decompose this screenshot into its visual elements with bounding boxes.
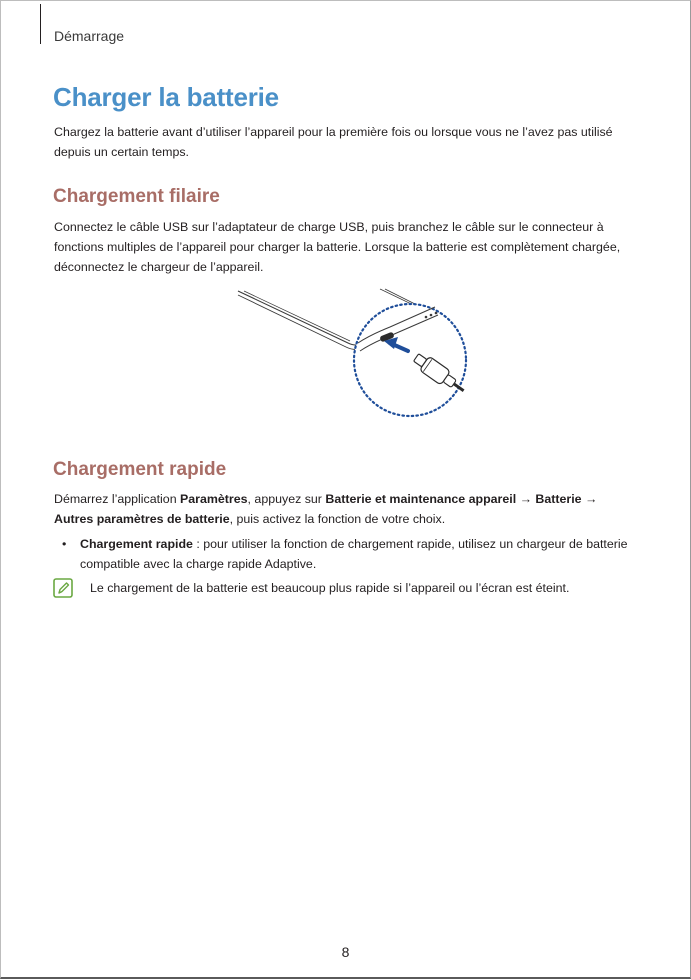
settings-app-name: Paramètres <box>180 492 248 506</box>
section-label: Démarrage <box>54 28 125 44</box>
fast-body-prefix: Démarrez l’application <box>54 492 181 506</box>
fast-charging-paragraph <box>54 489 639 529</box>
bullet-description: : pour utiliser la fonction de chargement rapide, utilisez un chargeur de batterie compatible avec la charge rapide Adaptive. <box>80 537 628 571</box>
phone-usb-cable-illustration <box>230 285 475 425</box>
fast-charging-bullet <box>80 534 640 574</box>
page-number: 8 <box>341 944 350 960</box>
fast-body-mid: , appuyez sur <box>247 492 326 506</box>
fast-body-suffix: , puis activez la fonction de votre choix. <box>229 512 446 526</box>
bullet-marker: • <box>62 537 67 551</box>
bullet-term: Chargement rapide <box>80 537 193 551</box>
note-text: Le chargement de la batterie est beaucoup plus rapide si l’appareil ou l’écran est éteint. <box>90 581 570 595</box>
settings-path: Batterie et maintenance appareil → Batterie → Autres paramètres de batterie <box>54 492 598 526</box>
header-rule <box>40 4 41 44</box>
page-title: Charger la batterie <box>53 82 279 112</box>
intro-paragraph: Chargez la batterie avant d’utiliser l’appareil pour la première fois ou lorsque vous ne l’avez pas utilisé depuis un certain temps. <box>54 125 613 159</box>
wired-charging-paragraph: Connectez le câble USB sur l’adaptateur de charge USB, puis branchez le câble sur le connecteur à fonctions multiples de l’appareil pour charger la batterie. Lorsque la batterie est complètement chargée, déconnectez le chargeur de l’appareil. <box>54 220 621 274</box>
note-pencil-icon <box>53 578 73 598</box>
fast-charging-heading: Chargement rapide <box>53 459 227 480</box>
wired-charging-heading: Chargement filaire <box>53 186 220 207</box>
